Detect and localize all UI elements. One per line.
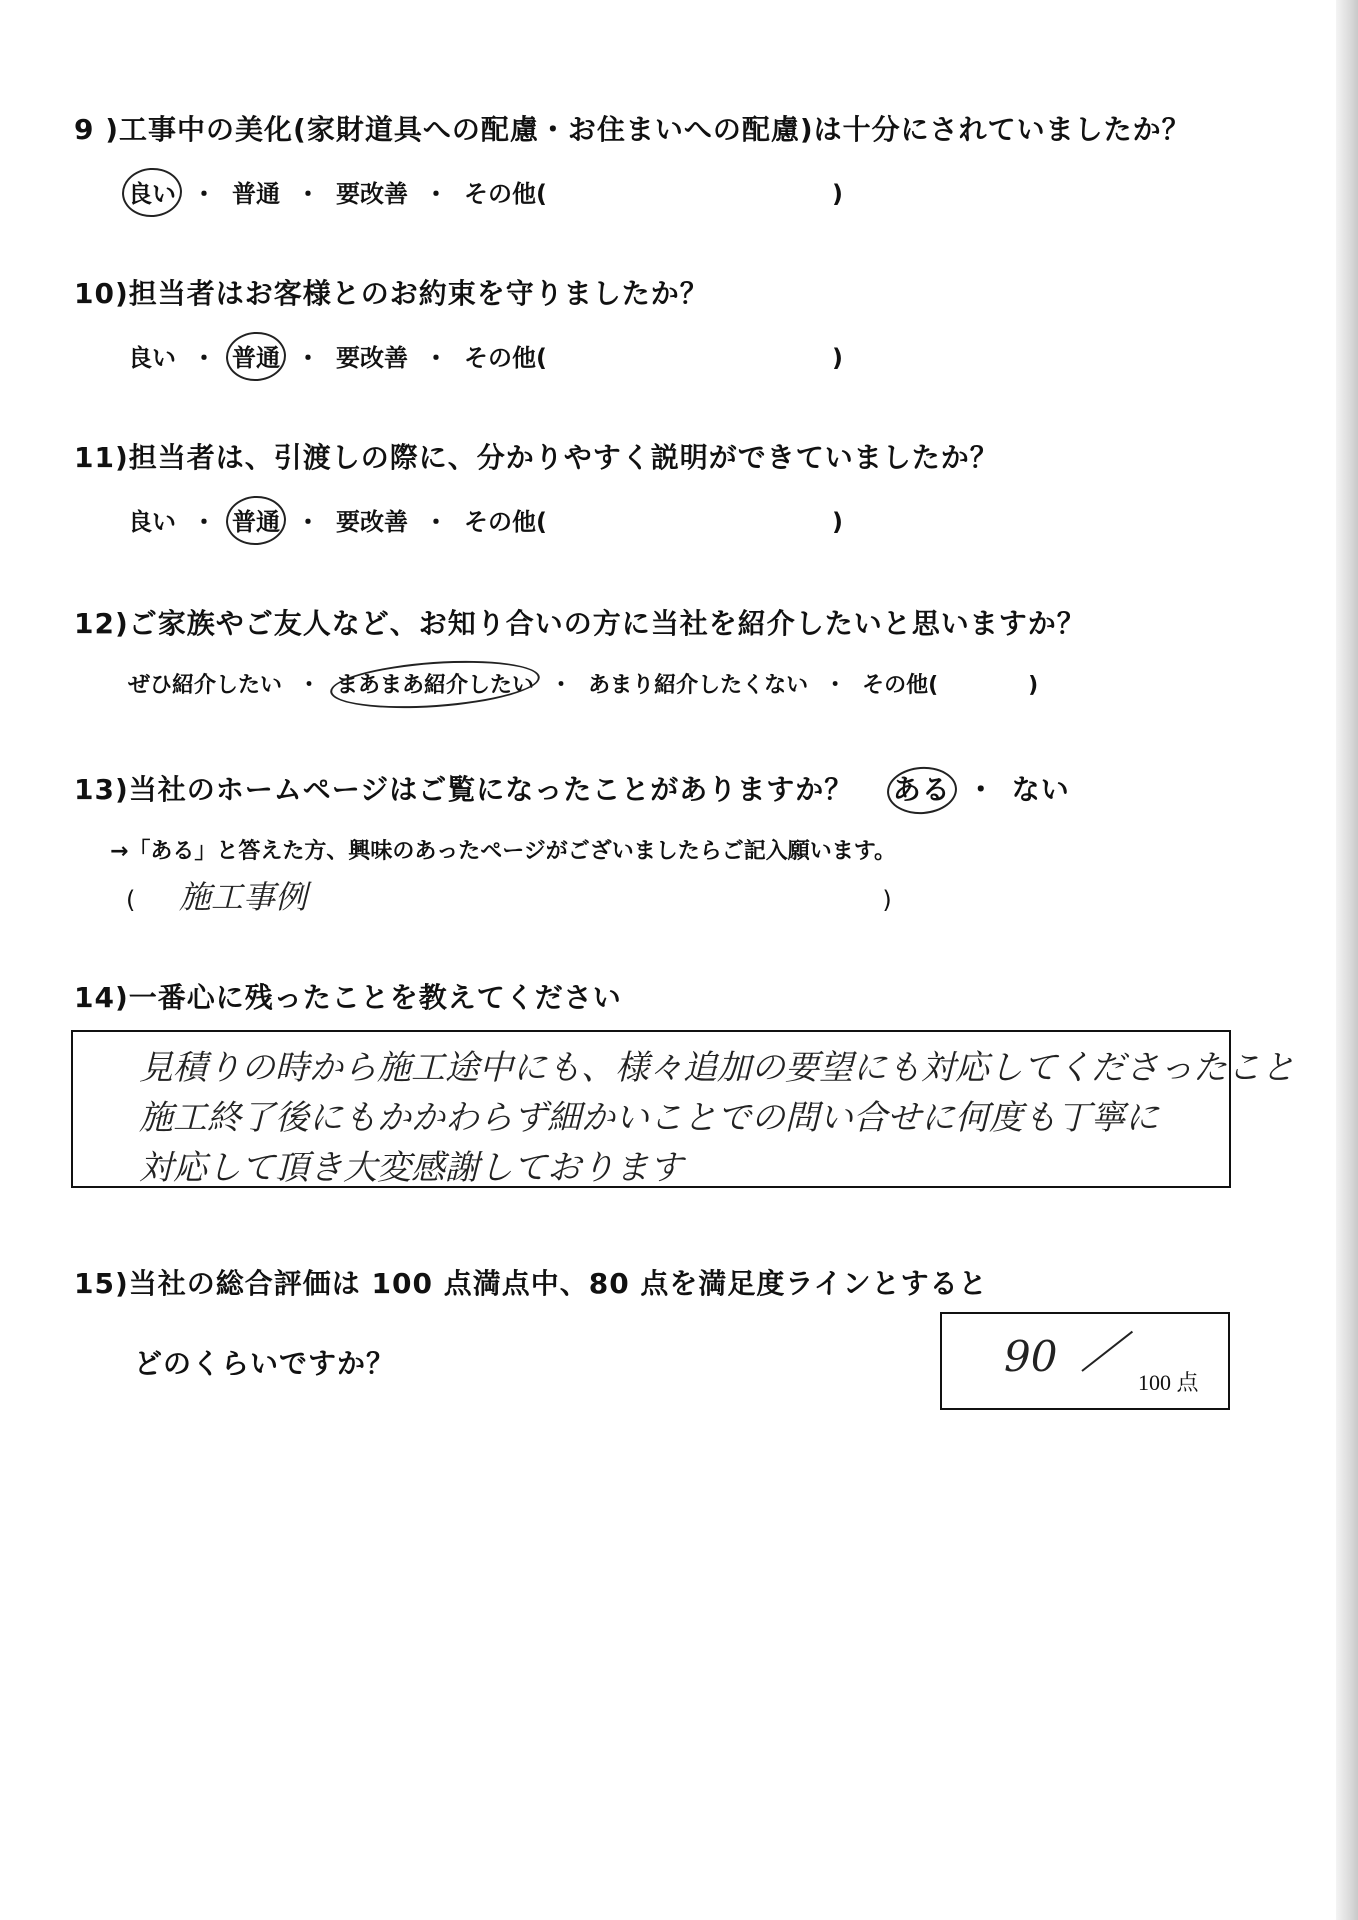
q14-answer-line: 施工終了後にもかかわらず細かいことでの問い合せに何度も丁寧に [139, 1098, 1159, 1138]
options-9: 良い ・ 普通 ・ 要改善 ・ その他( ) [128, 174, 843, 209]
option-not-much[interactable]: あまり紹介したくない [588, 673, 809, 698]
q15-total: 100 点 [1138, 1370, 1199, 1395]
option-yes[interactable]: ある [892, 773, 951, 806]
option-other-close: ) [1028, 673, 1039, 698]
option-no[interactable]: ない [1011, 773, 1070, 806]
option-somewhat[interactable]: まあまあ紹介したい [336, 668, 534, 699]
option-good[interactable]: 良い [128, 174, 176, 209]
option-good[interactable]: 良い [128, 344, 176, 372]
q15-score-box[interactable] [940, 1312, 1230, 1410]
question-14: 14)一番心に残ったことを教えてください [74, 981, 622, 1014]
option-good[interactable]: 良い [128, 508, 176, 536]
question-15: 15)当社の総合評価は 100 点満点中、80 点を満足度ラインとすると [74, 1267, 988, 1300]
slash-mark [1081, 1331, 1133, 1372]
q15-score: 90 [1004, 1332, 1058, 1381]
options-11: 良い ・ 普通 ・ 要改善 ・ その他( ) [128, 502, 843, 537]
options-12: ぜひ紹介したい ・ まあまあ紹介したい ・ あまり紹介したくない ・ その他( ) [128, 668, 1038, 699]
option-other[interactable]: その他( [862, 673, 939, 698]
q13-answer: 施工事例 [179, 878, 308, 916]
option-normal[interactable]: 普通 [232, 338, 280, 373]
option-other-close: ) [831, 180, 843, 208]
q13-answer-field[interactable] [126, 872, 892, 918]
option-other[interactable]: その他( [464, 508, 547, 536]
question-10: 10)担当者はお客様とのお約束を守りましたか？ [74, 277, 709, 310]
option-other-close: ) [831, 508, 843, 536]
q13-open-paren: ( [126, 886, 136, 914]
question-11: 11)担当者は、引渡しの際に、分かりやすく説明ができていましたか？ [74, 441, 999, 474]
q13-close-paren: ) [882, 886, 892, 914]
option-improve[interactable]: 要改善 [336, 344, 408, 372]
option-definitely[interactable]: ぜひ紹介したい [128, 673, 283, 698]
q13-followup: →「ある」と答えた方、興味のあったページがございましたらご記入願います。 [110, 839, 897, 864]
question-13: 13)当社のホームページはご覧になったことがありますか？ ある ・ ない [74, 773, 1070, 806]
question-13-text: 13)当社のホームページはご覧になったことがありますか？ [74, 773, 854, 806]
question-12: 12)ご家族やご友人など、お知り合いの方に当社を紹介したいと思いますか？ [74, 607, 1086, 640]
scan-edge [1336, 0, 1358, 1920]
option-normal[interactable]: 普通 [232, 180, 280, 208]
question-9: 9 )工事中の美化(家財道具への配慮・お住まいへの配慮)は十分にされていましたか？ [74, 113, 1191, 146]
option-improve[interactable]: 要改善 [336, 508, 408, 536]
option-normal[interactable]: 普通 [232, 502, 280, 537]
options-10: 良い ・ 普通 ・ 要改善 ・ その他( ) [128, 338, 843, 373]
option-other-close: ) [831, 344, 843, 372]
option-improve[interactable]: 要改善 [336, 180, 408, 208]
option-other[interactable]: その他( [464, 180, 547, 208]
q14-answer-line: 見積りの時から施工途中にも、様々追加の要望にも対応してくださったこと [139, 1048, 1295, 1088]
question-15-line2: どのくらいですか？ [134, 1347, 396, 1380]
q14-answer-line: 対応して頂き大変感謝しております [139, 1148, 683, 1188]
option-other[interactable]: その他( [464, 344, 547, 372]
q14-answer-box[interactable] [71, 1030, 1295, 1188]
